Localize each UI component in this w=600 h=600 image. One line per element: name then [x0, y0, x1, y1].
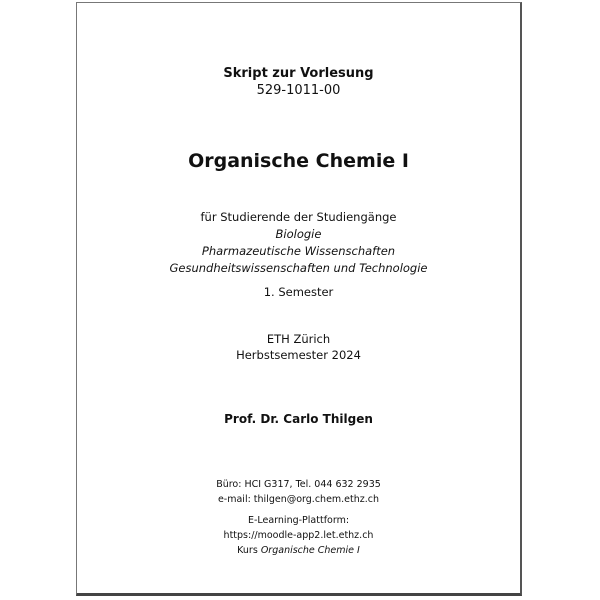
program-pharmaceutical-sciences: Pharmazeutische Wissenschaften: [201, 244, 396, 258]
office-contact: Büro: HCI G317, Tel. 044 632 2935: [216, 479, 381, 490]
course-reference: [77, 545, 520, 556]
email-contact: e-mail: thilgen@org.chem.ethz.ch: [217, 494, 380, 505]
institution: ETH Zürich: [266, 332, 331, 346]
program-biology: Biologie: [275, 227, 322, 241]
elearning-label: E-Learning-Plattform:: [247, 515, 350, 526]
document-title: Organische Chemie I: [188, 150, 409, 172]
elearning-url: https://moodle-app2.let.ethz.ch: [223, 530, 374, 541]
course-name: Organische Chemie I: [260, 545, 360, 556]
program-health-sciences: Gesundheitswissenschaften und Technologie: [169, 261, 428, 275]
lecture-label: Skript zur Vorlesung: [223, 66, 374, 81]
semester: 1. Semester: [263, 285, 334, 299]
term: Herbstsemester 2024: [236, 348, 361, 362]
document-page: [76, 2, 522, 596]
author: Prof. Dr. Carlo Thilgen: [224, 412, 373, 426]
course-prefix: Kurs: [237, 545, 258, 556]
course-number: 529-1011-00: [256, 83, 341, 98]
audience-intro: für Studierende der Studiengänge: [200, 210, 397, 224]
